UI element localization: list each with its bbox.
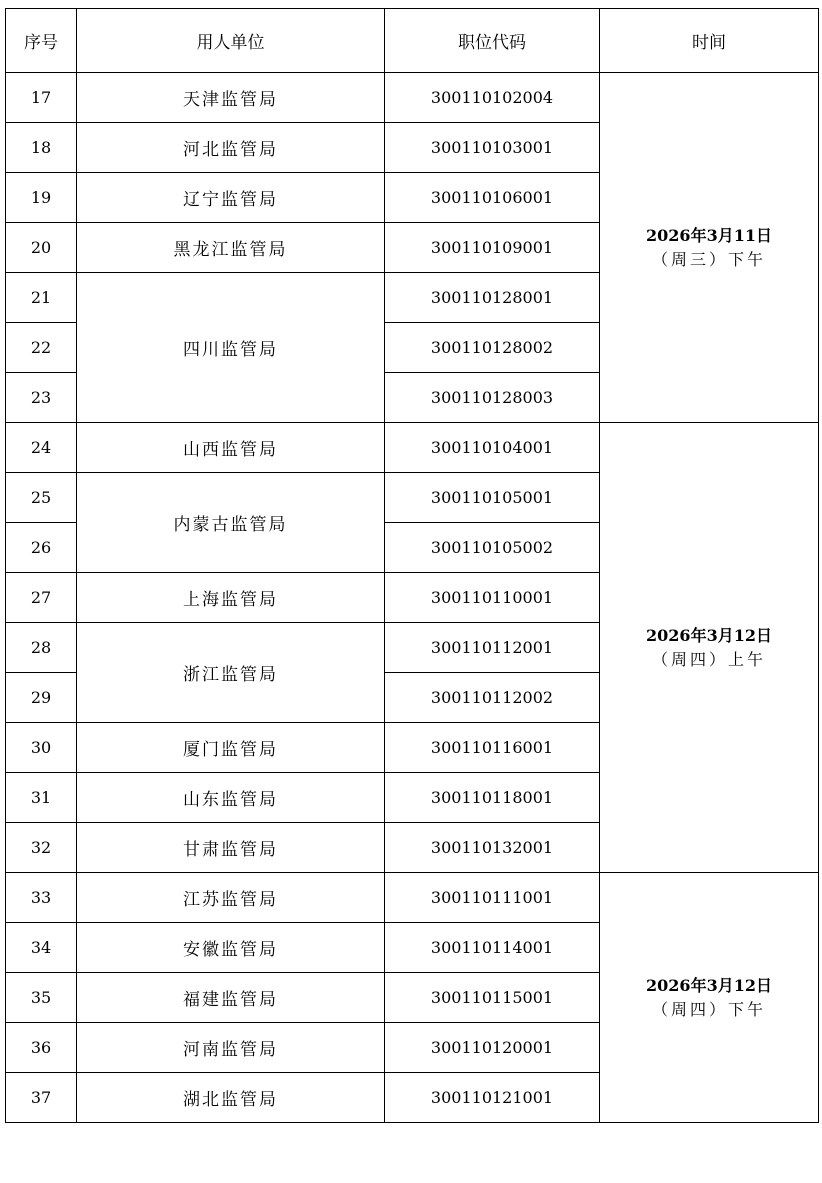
header-time: 时间 [600, 9, 819, 73]
time-period: （周四）上午 [651, 649, 766, 669]
row-number: 26 [6, 523, 77, 573]
code-cell: 300110128003 [385, 373, 600, 423]
unit-cell: 黑龙江监管局 [77, 223, 385, 273]
code-cell: 300110118001 [385, 773, 600, 823]
table-row [6, 73, 819, 123]
row-number: 30 [6, 723, 77, 773]
code-cell: 300110110001 [385, 573, 600, 623]
header-unit: 用人单位 [77, 9, 385, 73]
code-cell: 300110120001 [385, 1023, 600, 1073]
code-cell: 300110114001 [385, 923, 600, 973]
row-number: 34 [6, 923, 77, 973]
row-number: 23 [6, 373, 77, 423]
unit-cell: 河南监管局 [77, 1023, 385, 1073]
time-date: 2026年3月12日 [646, 625, 772, 645]
unit-cell: 安徽监管局 [77, 923, 385, 973]
unit-cell: 福建监管局 [77, 973, 385, 1023]
schedule-table [5, 8, 819, 1123]
code-cell: 300110102004 [385, 73, 600, 123]
code-cell: 300110111001 [385, 873, 600, 923]
row-number: 29 [6, 673, 77, 723]
code-cell: 300110115001 [385, 973, 600, 1023]
table-row [6, 423, 819, 473]
unit-cell: 厦门监管局 [77, 723, 385, 773]
row-number: 33 [6, 873, 77, 923]
code-cell: 300110109001 [385, 223, 600, 273]
row-number: 17 [6, 73, 77, 123]
row-number: 21 [6, 273, 77, 323]
time-period: （周四）下午 [651, 999, 766, 1019]
code-cell: 300110132001 [385, 823, 600, 873]
unit-cell: 天津监管局 [77, 73, 385, 123]
unit-cell: 上海监管局 [77, 573, 385, 623]
unit-cell: 甘肃监管局 [77, 823, 385, 873]
time-date: 2026年3月11日 [646, 225, 772, 245]
code-cell: 300110112002 [385, 673, 600, 723]
code-cell: 300110106001 [385, 173, 600, 223]
row-number: 35 [6, 973, 77, 1023]
row-number: 32 [6, 823, 77, 873]
code-cell: 300110121001 [385, 1073, 600, 1123]
code-cell: 300110116001 [385, 723, 600, 773]
time-cell [600, 873, 819, 1123]
time-cell [600, 423, 819, 873]
row-number: 28 [6, 623, 77, 673]
row-number: 25 [6, 473, 77, 523]
row-number: 24 [6, 423, 77, 473]
unit-cell: 辽宁监管局 [77, 173, 385, 223]
unit-cell: 山西监管局 [77, 423, 385, 473]
header-code: 职位代码 [385, 9, 600, 73]
row-number: 19 [6, 173, 77, 223]
code-cell: 300110128001 [385, 273, 600, 323]
unit-cell: 山东监管局 [77, 773, 385, 823]
row-number: 22 [6, 323, 77, 373]
unit-cell: 湖北监管局 [77, 1073, 385, 1123]
unit-cell: 浙江监管局 [77, 623, 385, 723]
code-cell: 300110112001 [385, 623, 600, 673]
row-number: 37 [6, 1073, 77, 1123]
unit-cell: 河北监管局 [77, 123, 385, 173]
header-seq: 序号 [6, 9, 77, 73]
unit-cell: 四川监管局 [77, 273, 385, 423]
row-number: 27 [6, 573, 77, 623]
row-number: 31 [6, 773, 77, 823]
code-cell: 300110105001 [385, 473, 600, 523]
time-cell [600, 73, 819, 423]
header-row [6, 9, 819, 73]
time-period: （周三）下午 [651, 249, 766, 269]
code-cell: 300110128002 [385, 323, 600, 373]
code-cell: 300110105002 [385, 523, 600, 573]
code-cell: 300110103001 [385, 123, 600, 173]
row-number: 18 [6, 123, 77, 173]
row-number: 36 [6, 1023, 77, 1073]
table-row [6, 873, 819, 923]
time-date: 2026年3月12日 [646, 975, 772, 995]
unit-cell: 内蒙古监管局 [77, 473, 385, 573]
code-cell: 300110104001 [385, 423, 600, 473]
unit-cell: 江苏监管局 [77, 873, 385, 923]
row-number: 20 [6, 223, 77, 273]
